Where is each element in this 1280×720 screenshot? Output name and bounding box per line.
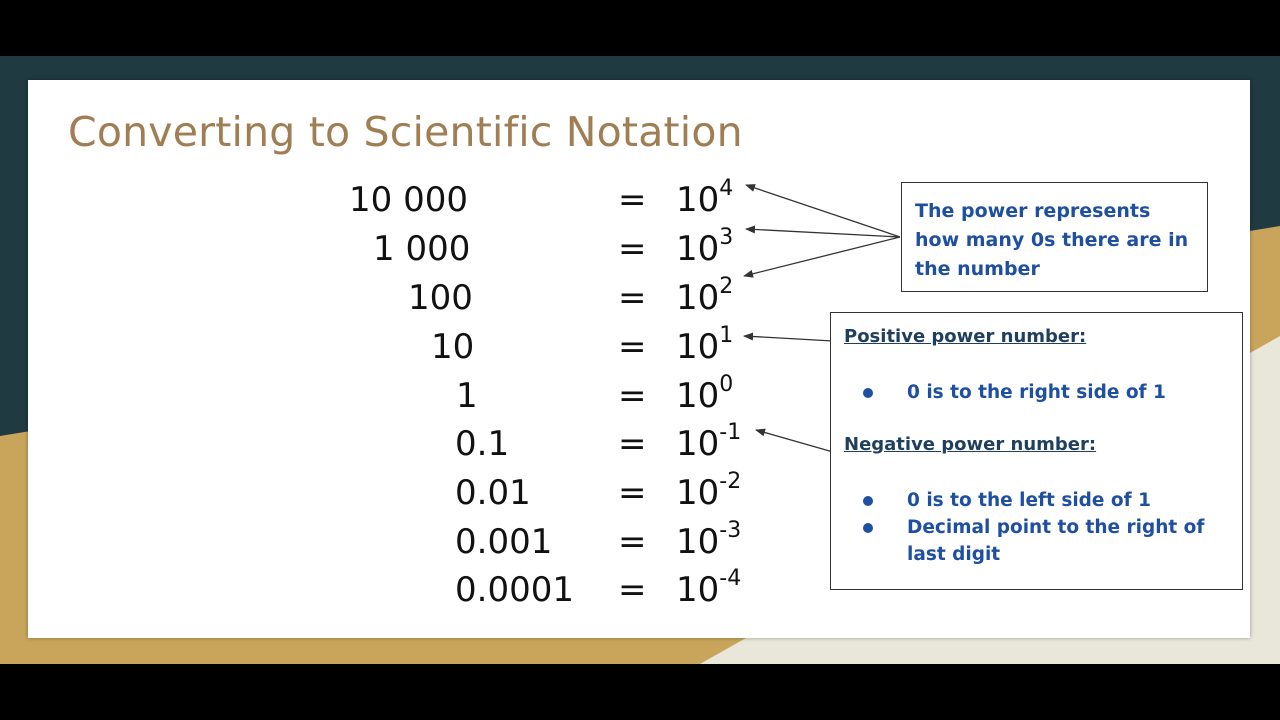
equals-sign: = bbox=[618, 229, 647, 269]
power-base: 10 bbox=[676, 327, 720, 367]
power-exponent: -4 bbox=[719, 565, 742, 591]
negative-bullet-text: 0 is to the left side of 1 bbox=[907, 490, 1151, 511]
power-exponent: 3 bbox=[719, 224, 734, 250]
equation-rhs bbox=[676, 274, 733, 322]
bullet-icon bbox=[863, 388, 873, 398]
positive-power-heading: Positive power number: bbox=[844, 326, 1087, 347]
equation-rhs bbox=[676, 225, 733, 273]
equation-row bbox=[28, 176, 828, 224]
equals-sign: = bbox=[618, 327, 647, 367]
equation-lhs: 1 bbox=[456, 376, 478, 416]
power-exponent: 4 bbox=[719, 175, 734, 201]
equation-lhs: 0.001 bbox=[455, 522, 553, 562]
power-base: 10 bbox=[676, 180, 720, 220]
equation-row bbox=[28, 518, 828, 566]
bullet-icon bbox=[863, 496, 873, 506]
equation-row bbox=[28, 372, 828, 420]
positive-bullet-text: 0 is to the right side of 1 bbox=[907, 382, 1166, 403]
power-exponent: 2 bbox=[719, 273, 734, 299]
equation-lhs: 0.0001 bbox=[455, 570, 574, 610]
equation-rhs bbox=[676, 566, 741, 614]
power-base: 10 bbox=[676, 570, 720, 610]
equation-lhs: 1 000 bbox=[373, 229, 471, 269]
equation-row bbox=[28, 225, 828, 273]
equals-sign: = bbox=[618, 473, 647, 513]
slide bbox=[28, 80, 1250, 638]
equation-row bbox=[28, 420, 828, 468]
equation-row bbox=[28, 566, 828, 614]
equals-sign: = bbox=[618, 376, 647, 416]
power-base: 10 bbox=[676, 522, 720, 562]
equation-rhs bbox=[676, 176, 733, 224]
power-exponent: 0 bbox=[719, 371, 734, 397]
equation-row bbox=[28, 274, 828, 322]
equation-rhs bbox=[676, 469, 741, 517]
power-exponent: -3 bbox=[719, 517, 742, 543]
equation-rhs bbox=[676, 420, 741, 468]
power-exponent: -2 bbox=[719, 468, 742, 494]
equals-sign: = bbox=[618, 522, 647, 562]
power-note-text: The power represents how many 0s there are in the number bbox=[915, 200, 1189, 280]
equation-lhs: 0.1 bbox=[455, 424, 510, 464]
power-rules-box bbox=[830, 312, 1243, 590]
power-note-box bbox=[901, 182, 1208, 292]
equals-sign: = bbox=[618, 570, 647, 610]
equals-sign: = bbox=[618, 278, 647, 318]
negative-bullet-text: Decimal point to the right of last digit bbox=[907, 517, 1205, 565]
power-base: 10 bbox=[676, 424, 720, 464]
equation-lhs: 0.01 bbox=[455, 473, 531, 513]
equals-sign: = bbox=[618, 180, 647, 220]
equation-lhs: 10 000 bbox=[349, 180, 468, 220]
negative-power-heading: Negative power number: bbox=[844, 434, 1097, 455]
power-exponent: 1 bbox=[719, 322, 734, 348]
equation-rhs bbox=[676, 372, 733, 420]
power-base: 10 bbox=[676, 278, 720, 318]
equation-rhs bbox=[676, 323, 733, 371]
power-base: 10 bbox=[676, 473, 720, 513]
bullet-icon bbox=[863, 523, 873, 533]
equation-lhs: 10 bbox=[431, 327, 475, 367]
equation-rhs bbox=[676, 518, 741, 566]
equation-row bbox=[28, 323, 828, 371]
power-exponent: -1 bbox=[719, 419, 742, 445]
power-base: 10 bbox=[676, 229, 720, 269]
slide-title: Converting to Scientific Notation bbox=[68, 108, 743, 156]
power-base: 10 bbox=[676, 376, 720, 416]
equation-lhs: 100 bbox=[408, 278, 473, 318]
equals-sign: = bbox=[618, 424, 647, 464]
equation-row bbox=[28, 469, 828, 517]
